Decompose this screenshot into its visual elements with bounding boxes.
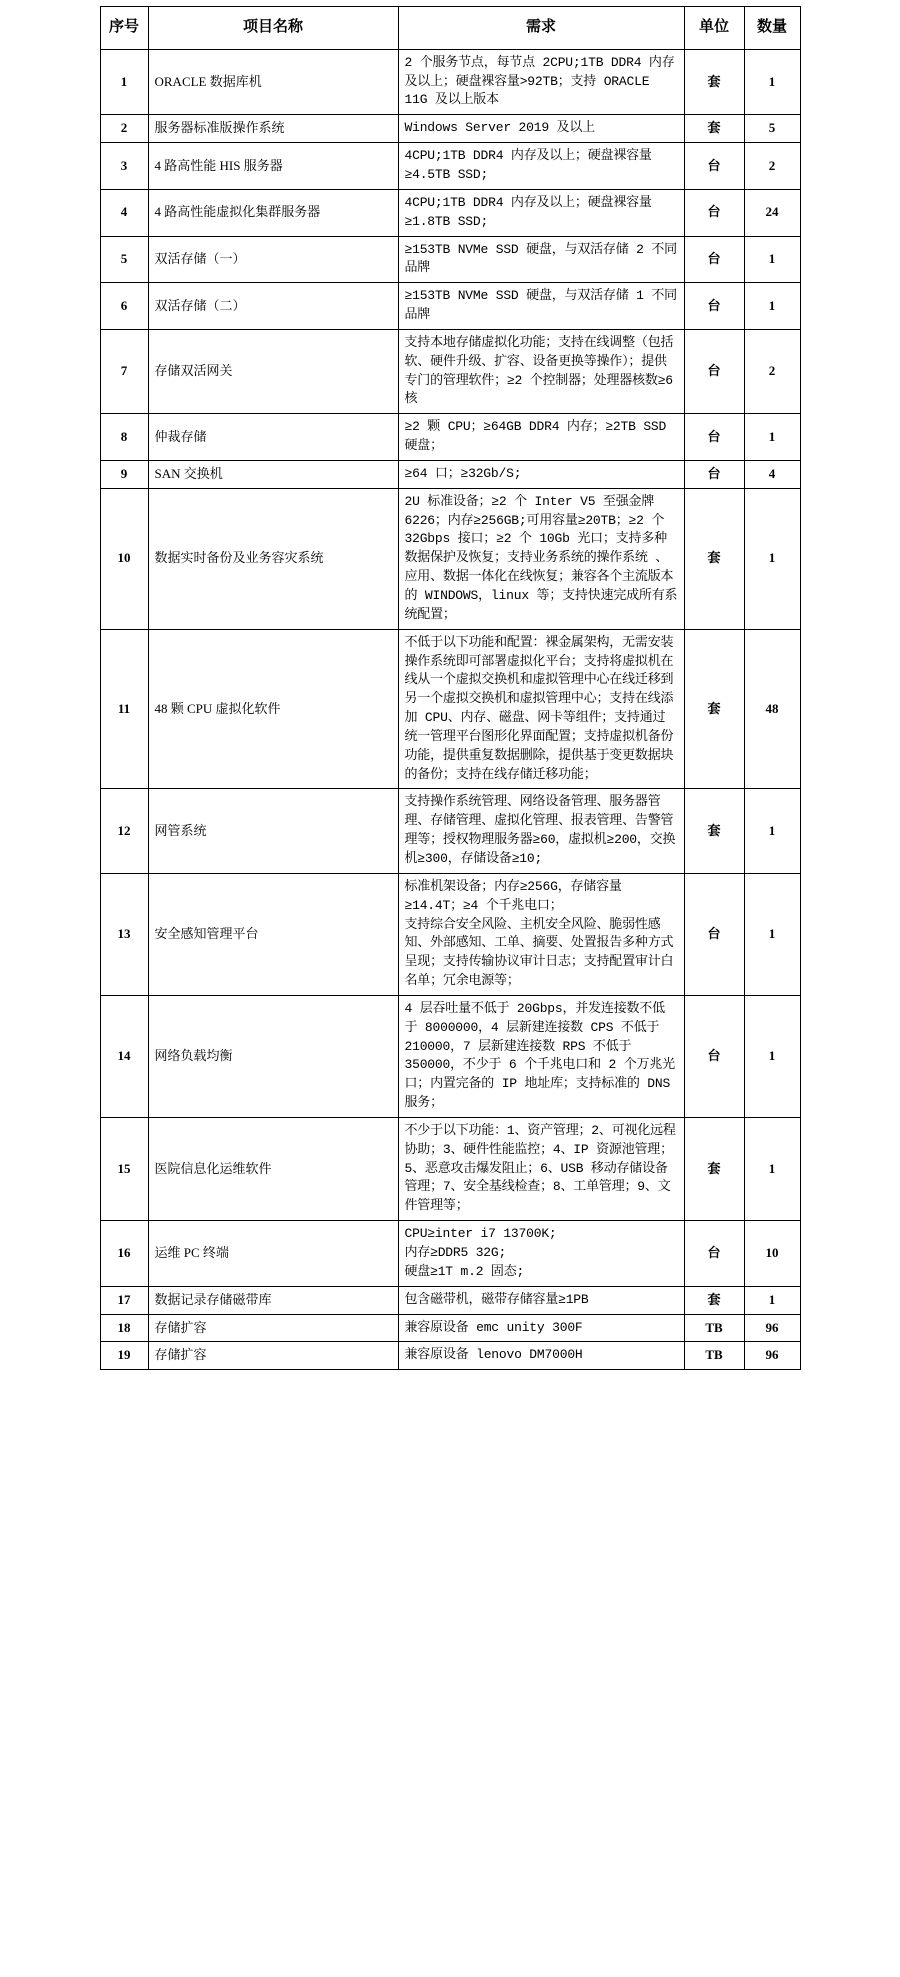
cell-item-name: 数据实时备份及业务容灾系统 (148, 488, 398, 629)
cell-item-name: 双活存储（一） (148, 236, 398, 283)
cell-no: 15 (100, 1117, 148, 1220)
cell-requirement: ≥153TB NVMe SSD 硬盘，与双活存储 2 不同品牌 (398, 236, 684, 283)
table-row (100, 236, 800, 283)
table-row (100, 488, 800, 629)
cell-item-name: 48 颗 CPU 虚拟化软件 (148, 629, 398, 789)
cell-requirement: 不低于以下功能和配置：裸金属架构，无需安装操作系统即可部署虚拟化平台；支持将虚拟机在线从一个虚拟交换机和虚拟管理中心在线迁移到另一个虚拟交换机和虚拟管理中心；支持在线添加 CPU、内存、磁盘、网卡等组件；支持通过统一管理平台图形化界面配置；支持虚拟机备份功能，提供重复数据删除，提供基于变更数据块的备份；支持在线存储迁移功能； (398, 629, 684, 789)
cell-requirement: ≥153TB NVMe SSD 硬盘，与双活存储 1 不同品牌 (398, 283, 684, 330)
cell-unit: 台 (684, 1221, 744, 1287)
table-row (100, 1117, 800, 1220)
cell-unit: 台 (684, 873, 744, 995)
cell-unit: 台 (684, 414, 744, 461)
cell-no: 17 (100, 1286, 148, 1314)
table-row (100, 629, 800, 789)
cell-unit: 台 (684, 283, 744, 330)
cell-item-name: 医院信息化运维软件 (148, 1117, 398, 1220)
cell-quantity: 24 (744, 189, 800, 236)
equipment-requirements-table (100, 6, 801, 1370)
cell-quantity: 2 (744, 329, 800, 413)
cell-requirement: 兼容原设备 emc unity 300F (398, 1314, 684, 1342)
cell-no: 18 (100, 1314, 148, 1342)
table-row (100, 143, 800, 190)
cell-no: 6 (100, 283, 148, 330)
cell-no: 13 (100, 873, 148, 995)
column-header-no: 序号 (100, 7, 148, 50)
cell-unit: 套 (684, 488, 744, 629)
table-row (100, 189, 800, 236)
cell-quantity: 1 (744, 236, 800, 283)
cell-requirement: ≥2 颗 CPU；≥64GB DDR4 内存；≥2TB SSD 硬盘； (398, 414, 684, 461)
cell-requirement: 不少于以下功能：1、资产管理；2、可视化远程协助；3、硬件性能监控；4、IP 资源池管理；5、恶意攻击爆发阻止；6、USB 移动存储设备管理；7、安全基线检查；8、工单管理；9、文件管理等； (398, 1117, 684, 1220)
cell-no: 7 (100, 329, 148, 413)
cell-no: 8 (100, 414, 148, 461)
cell-quantity: 1 (744, 789, 800, 873)
table-row (100, 1221, 800, 1287)
cell-no: 4 (100, 189, 148, 236)
cell-unit: 套 (684, 789, 744, 873)
table-row (100, 49, 800, 115)
cell-quantity: 4 (744, 460, 800, 488)
cell-unit: 台 (684, 143, 744, 190)
cell-requirement: 4 层吞吐量不低于 20Gbps，并发连接数不低于 8000000，4 层新建连接数 CPS 不低于 210000，7 层新建连接数 RPS 不低于 350000，不少于 6 个千兆电口和 2 个万兆光口；内置完备的 IP 地址库；支持标准的 DNS 服务； (398, 995, 684, 1117)
cell-requirement: 兼容原设备 lenovo DM7000H (398, 1342, 684, 1370)
cell-no: 9 (100, 460, 148, 488)
cell-item-name: 仲裁存储 (148, 414, 398, 461)
column-header-quantity: 数量 (744, 7, 800, 50)
cell-quantity: 5 (744, 115, 800, 143)
cell-no: 19 (100, 1342, 148, 1370)
cell-unit: TB (684, 1314, 744, 1342)
cell-item-name: 4 路高性能虚拟化集群服务器 (148, 189, 398, 236)
cell-unit: 台 (684, 995, 744, 1117)
cell-item-name: 网络负载均衡 (148, 995, 398, 1117)
cell-quantity: 1 (744, 995, 800, 1117)
table-row (100, 1342, 800, 1370)
cell-quantity: 1 (744, 414, 800, 461)
cell-no: 3 (100, 143, 148, 190)
cell-item-name: SAN 交换机 (148, 460, 398, 488)
cell-requirement: 4CPU;1TB DDR4 内存及以上；硬盘裸容量≥4.5TB SSD; (398, 143, 684, 190)
cell-no: 14 (100, 995, 148, 1117)
cell-unit: 套 (684, 1117, 744, 1220)
table-row (100, 1286, 800, 1314)
cell-item-name: 4 路高性能 HIS 服务器 (148, 143, 398, 190)
cell-quantity: 96 (744, 1314, 800, 1342)
cell-no: 5 (100, 236, 148, 283)
cell-quantity: 1 (744, 49, 800, 115)
table-row (100, 283, 800, 330)
cell-no: 16 (100, 1221, 148, 1287)
table-row (100, 329, 800, 413)
cell-quantity: 1 (744, 1286, 800, 1314)
cell-unit: TB (684, 1342, 744, 1370)
cell-item-name: 运维 PC 终端 (148, 1221, 398, 1287)
cell-unit: 套 (684, 49, 744, 115)
cell-item-name: 安全感知管理平台 (148, 873, 398, 995)
cell-no: 10 (100, 488, 148, 629)
column-header-requirement: 需求 (398, 7, 684, 50)
cell-quantity: 48 (744, 629, 800, 789)
cell-quantity: 10 (744, 1221, 800, 1287)
cell-no: 12 (100, 789, 148, 873)
column-header-name: 项目名称 (148, 7, 398, 50)
cell-requirement: ≥64 口；≥32Gb/S; (398, 460, 684, 488)
cell-requirement: 4CPU;1TB DDR4 内存及以上；硬盘裸容量≥1.8TB SSD; (398, 189, 684, 236)
table-body (100, 49, 800, 1369)
table-head (100, 7, 800, 50)
cell-requirement: 标准机架设备；内存≥256G，存储容量≥14.4T；≥4 个千兆电口； 支持综合安全风险、主机安全风险、脆弱性感知、外部感知、工单、摘要、处置报告多种方式呈现；支持传输协议审计日志；支持配置审计白名单；冗余电源等； (398, 873, 684, 995)
cell-item-name: 存储扩容 (148, 1342, 398, 1370)
cell-unit: 台 (684, 460, 744, 488)
cell-item-name: 服务器标准版操作系统 (148, 115, 398, 143)
cell-requirement: 包含磁带机，磁带存储容量≥1PB (398, 1286, 684, 1314)
cell-item-name: 存储双活网关 (148, 329, 398, 413)
cell-unit: 台 (684, 236, 744, 283)
cell-quantity: 1 (744, 488, 800, 629)
table-row (100, 1314, 800, 1342)
table-row (100, 414, 800, 461)
table-row (100, 789, 800, 873)
cell-item-name: 数据记录存储磁带库 (148, 1286, 398, 1314)
cell-item-name: ORACLE 数据库机 (148, 49, 398, 115)
cell-unit: 台 (684, 189, 744, 236)
table-row (100, 995, 800, 1117)
cell-requirement: 2 个服务节点，每节点 2CPU;1TB DDR4 内存及以上；硬盘裸容量>92TB；支持 ORACLE 11G 及以上版本 (398, 49, 684, 115)
cell-no: 11 (100, 629, 148, 789)
cell-requirement: 支持操作系统管理、网络设备管理、服务器管理、存储管理、虚拟化管理、报表管理、告警管理等；授权物理服务器≥60，虚拟机≥200，交换机≥300，存储设备≥10; (398, 789, 684, 873)
table-row (100, 115, 800, 143)
table-row (100, 873, 800, 995)
cell-unit: 套 (684, 629, 744, 789)
cell-quantity: 96 (744, 1342, 800, 1370)
cell-unit: 套 (684, 1286, 744, 1314)
cell-item-name: 存储扩容 (148, 1314, 398, 1342)
cell-unit: 套 (684, 115, 744, 143)
column-header-unit: 单位 (684, 7, 744, 50)
cell-no: 1 (100, 49, 148, 115)
cell-quantity: 2 (744, 143, 800, 190)
cell-unit: 台 (684, 329, 744, 413)
cell-item-name: 网管系统 (148, 789, 398, 873)
table-header-row (100, 7, 800, 50)
table-row (100, 460, 800, 488)
cell-requirement: CPU≥inter i7 13700K; 内存≥DDR5 32G; 硬盘≥1T m.2 固态; (398, 1221, 684, 1287)
cell-quantity: 1 (744, 1117, 800, 1220)
cell-quantity: 1 (744, 873, 800, 995)
cell-requirement: 支持本地存储虚拟化功能；支持在线调整（包括软、硬件升级、扩容、设备更换等操作）；提供专门的管理软件；≥2 个控制器；处理器核数≥6 核 (398, 329, 684, 413)
cell-requirement: Windows Server 2019 及以上 (398, 115, 684, 143)
cell-requirement: 2U 标准设备；≥2 个 Inter V5 至强金牌 6226；内存≥256GB;可用容量≥20TB；≥2 个 32Gbps 接口；≥2 个 10Gb 光口；支持多种数据保护及恢复；支持业务系统的操作系统 、应用、数据一体化在线恢复；兼容各个主流版本的 WINDOWS，linux 等；支持快速完成所有系统配置； (398, 488, 684, 629)
cell-quantity: 1 (744, 283, 800, 330)
cell-item-name: 双活存储（二） (148, 283, 398, 330)
cell-no: 2 (100, 115, 148, 143)
